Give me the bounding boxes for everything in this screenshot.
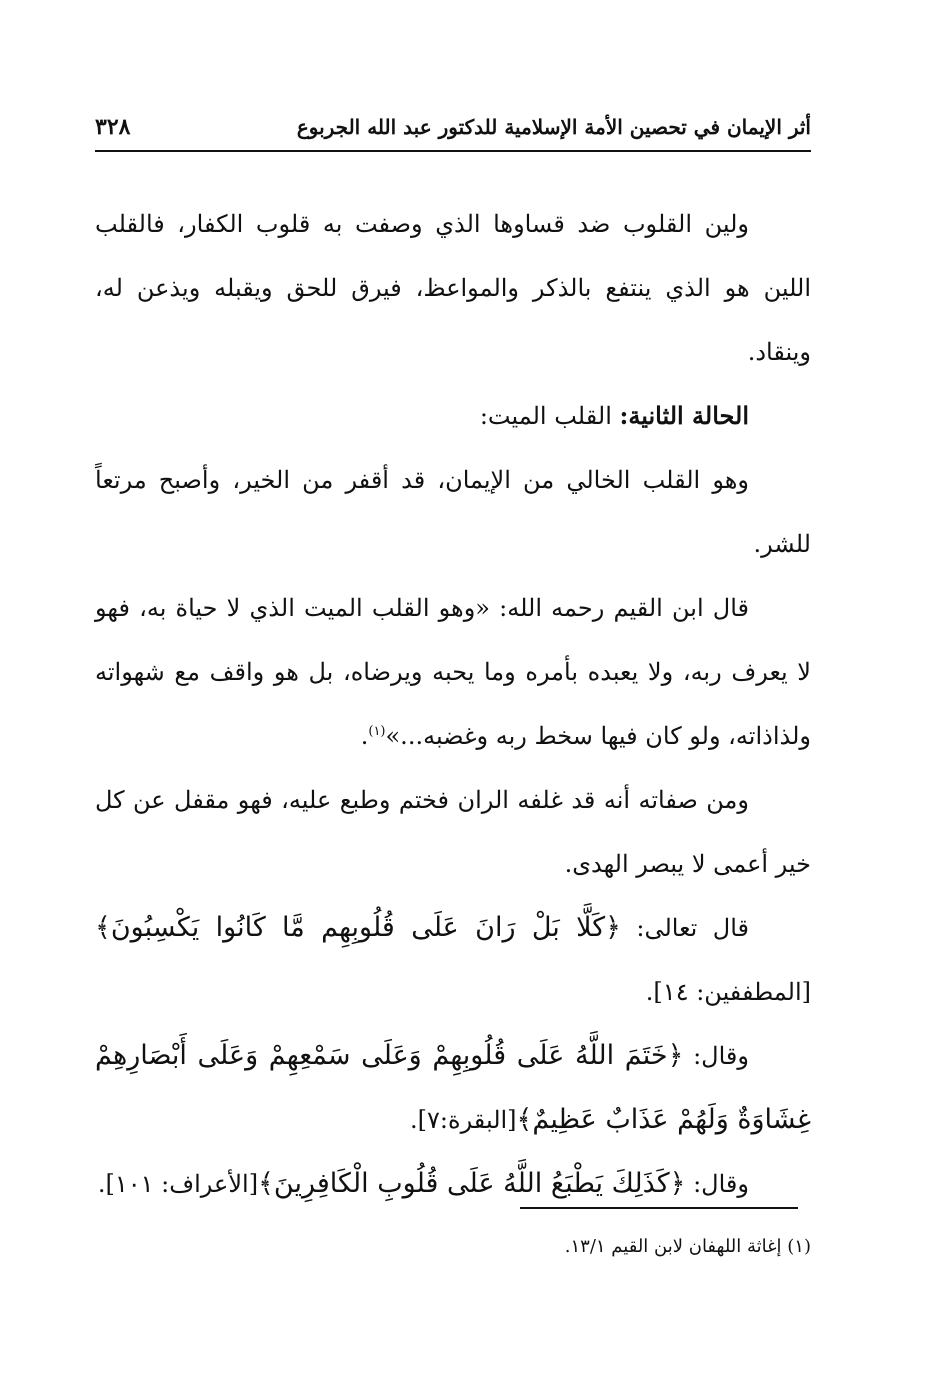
section-heading (95, 384, 811, 448)
quote-end: . (360, 722, 369, 750)
surah-reference: [البقرة:٧]. (410, 1106, 517, 1134)
footnote: (١) إغاثة اللهفان لابن القيم ١٣/١. (564, 1236, 811, 1257)
citation-intro: وقال: (683, 1042, 749, 1070)
footnote-rule (520, 1207, 798, 1209)
quran-citation-2 (95, 1024, 811, 1152)
quran-verse: ﴿خَتَمَ اللَّهُ عَلَى قُلُوبِهِمْ وَعَلَى سَمْعِهِمْ وَعَلَى أَبْصَارِهِمْ غِشَاوَةٌ وَلَهُمْ عَذَابٌ عَظِيمٌ﴾ (95, 1040, 811, 1135)
citation-intro: وقال: (685, 1170, 749, 1198)
paragraph-sealed-heart: ومن صفاته أنه قد غلفه الران فختم وطبع عليه، فهو مقفل عن كل خير أعمى لا يبصر الهدى. (95, 786, 811, 878)
header-rule (95, 150, 811, 152)
page-body (95, 192, 811, 1216)
paragraph-soft-heart: ولين القلوب ضد قساوها الذي وصفت به قلوب الكفار، فالقلب اللين هو الذي ينتفع بالذكر والمواعظ، فيرق للحق ويقبله ويذعن له، وينقاد. (95, 210, 811, 366)
footnote-marker: (١) (368, 724, 386, 739)
quran-verse: ﴿كَلَّا بَلْ رَانَ عَلَى قُلُوبِهِم مَّا كَانُوا يَكْسِبُونَ﴾ (95, 912, 621, 943)
heading-text: القلب الميت: (479, 402, 620, 430)
running-header (95, 106, 811, 148)
quote-text: قال ابن القيم رحمه الله: «وهو القلب الميت الذي لا حياة به، فهو لا يعرف ربه، ولا يعبده بأمره وما يحبه ويرضاه، بل هو واقف مع شهواته ولذاذاته، ولو كان فيها سخط ربه وغضبه...» (95, 594, 811, 750)
page-number: ٣٢٨ (95, 114, 131, 140)
paragraph-dead-heart: وهو القلب الخالي من الإيمان، قد أقفر من الخير، وأصبح مرتعاً للشر. (95, 466, 811, 558)
paragraph-ibn-qayyim-quote (95, 576, 811, 768)
heading-label: الحالة الثانية: (619, 401, 749, 430)
quran-verse: ﴿كَذَلِكَ يَطْبَعُ اللَّهُ عَلَى قُلُوبِ الْكَافِرِينَ﴾ (258, 1168, 686, 1199)
citation-intro: قال تعالى: (620, 914, 749, 942)
quran-citation-1 (95, 896, 811, 1024)
surah-reference: [الأعراف: ١٠١]. (97, 1170, 259, 1198)
book-title: أثر الإيمان في تحصين الأمة الإسلامية للدكتور عبد الله الجربوع (296, 115, 811, 139)
surah-reference: [المطففين: ١٤]. (645, 978, 811, 1006)
